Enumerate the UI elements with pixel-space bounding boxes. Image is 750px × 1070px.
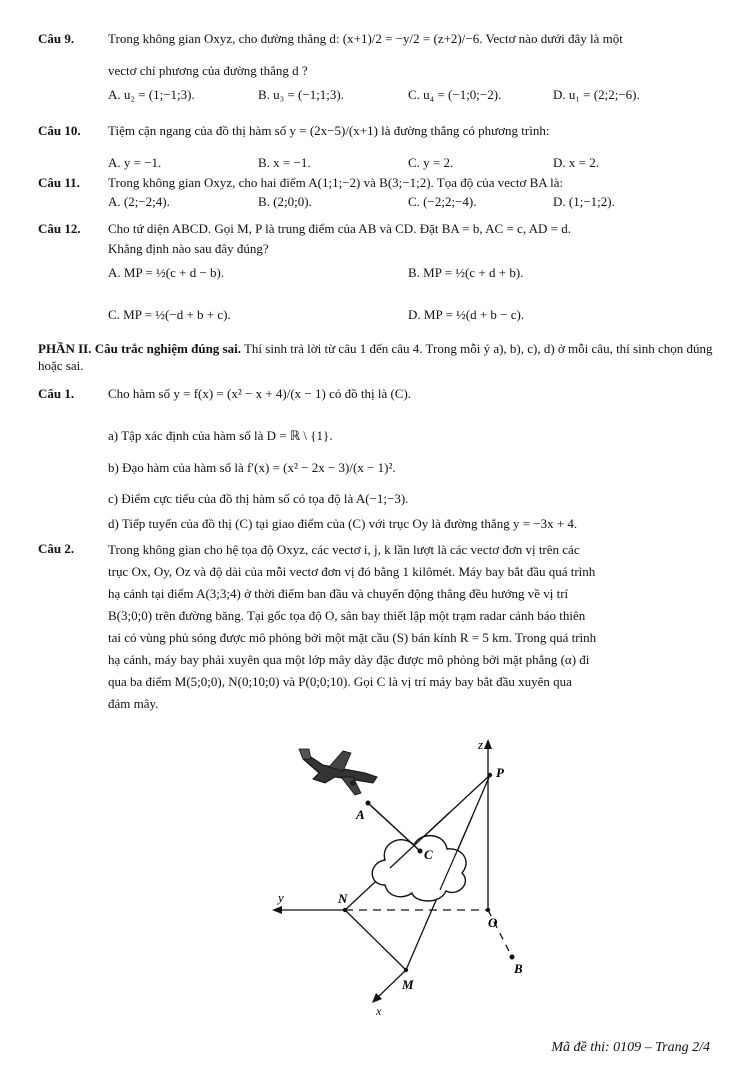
point-N [343, 908, 347, 912]
option-d: D. x = 2. [553, 155, 599, 170]
question-number: Câu 9. [38, 31, 75, 46]
options-q11 [108, 194, 708, 212]
point-C [418, 849, 423, 854]
text-line: đám mây. [108, 696, 159, 711]
question-text: Trong không gian Oxyz, cho hai điểm A(1;1;−2) và B(3;−1;2). Tọa độ của vectơ BA là: [108, 175, 564, 190]
option-b: B. u₃ = (−1;1;3). [258, 87, 344, 102]
point-M [404, 968, 408, 972]
question-10 [38, 122, 718, 152]
options-q10 [108, 155, 708, 173]
label-P: P [496, 765, 504, 780]
text-line: Trong không gian cho hệ tọa độ Oxyz, các vectơ i, j, k lần lượt là các vectơ đơn vị trên các [108, 542, 580, 557]
option-d: D. u₁ = (2;2;−6). [553, 87, 640, 102]
option-b: B. (2;0;0). [258, 194, 312, 209]
point-B [510, 955, 515, 960]
label-x: x [376, 1004, 382, 1015]
cloud-icon [372, 836, 466, 901]
question-number: Câu 12. [38, 221, 81, 236]
page-footer: Mã đề thi: 0109 – Trang 2/4 [551, 1040, 710, 1055]
label-y: y [278, 890, 284, 905]
airplane-icon [299, 749, 377, 795]
question-text: Cho hàm số y = f(x) = (x² − x + 4)/(x − 1) có đồ thị là (C). [108, 386, 412, 401]
question-c1 [38, 385, 718, 405]
option-b: B. MP = ½(c + d + b). [408, 265, 524, 280]
option-a: A. MP = ½(c + d − b). [108, 265, 225, 280]
options-q12-row1 [108, 265, 708, 283]
coordinate-figure [250, 735, 550, 1015]
label-z: z [478, 737, 484, 752]
text-line: hạ cánh tại điểm A(3;3;4) ở thời điểm ban đầu và chuyển động thẳng đều hướng về vị trí [108, 586, 569, 601]
y-arrow-icon [272, 906, 282, 914]
question-11 [38, 174, 718, 194]
question-text: Cho tứ diện ABCD. Gọi M, P là trung điểm của AB và CD. Đặt BA = b, AC = c, AD = d. [108, 221, 571, 236]
z-arrow-icon [484, 739, 492, 749]
text-line: tai có vùng phủ sóng được mô phỏng bởi một mặt cầu (S) bán kính R = 5 km. Trong quá trình [108, 630, 597, 645]
part-2-instructions [38, 340, 718, 374]
part-2-heading: PHẦN II. Câu trắc nghiệm đúng sai. [38, 341, 241, 356]
point-P [488, 773, 492, 777]
item-a: a) Tập xác định của hàm số là D = ℝ \ {1}. [108, 428, 333, 443]
label-B: B [514, 961, 523, 976]
text-line: trục Ox, Oy, Oz và độ dài của mỗi vectơ đơn vị đó bằng 1 kilômét. Máy bay bắt đầu quá trình [108, 564, 596, 579]
question-text: Tiệm cận ngang của đồ thị hàm số y = (2x−5)/(x+1) là đường thẳng có phương trình: [108, 123, 550, 138]
label-N: N [338, 891, 348, 906]
part-2-text: Thí sinh trả lời từ câu 1 đến câu 4. Trong mỗi ý a), b), c), d) ở mỗi câu, thí sinh chọn đúng hoặc sai. [38, 341, 713, 373]
option-a: A. y = −1. [108, 155, 162, 170]
options-q12-row2 [108, 307, 708, 325]
options-q9 [108, 87, 708, 105]
option-c: C. (−2;2;−4). [408, 194, 477, 209]
question-text-2: vectơ chỉ phương của đường thẳng d ? [108, 63, 308, 78]
option-c: C. u₄ = (−1;0;−2). [408, 87, 502, 102]
question-number: Câu 10. [38, 123, 81, 138]
text-line: qua ba điểm M(5;0;0), N(0;10;0) và P(0;0;10). Gọi C là vị trí máy bay bắt đầu xuyên qua [108, 674, 572, 689]
option-d: D. MP = ½(d + b − c). [408, 307, 525, 322]
option-d: D. (1;−1;2). [553, 194, 615, 209]
question-number: Câu 11. [38, 175, 80, 190]
option-a: A. u₂ = (1;−1;3). [108, 87, 195, 102]
question-text-2: Khẳng định nào sau đây đúng? [108, 241, 269, 256]
option-a: A. (2;−2;4). [108, 194, 170, 209]
item-d: d) Tiếp tuyến của đồ thị (C) tại giao điểm của (C) với trục Oy là đường thẳng y = −3x + 4. [108, 516, 578, 531]
question-number: Câu 2. [38, 541, 75, 556]
label-O: O [488, 915, 498, 930]
segment-NM [345, 910, 406, 970]
option-c: C. y = 2. [408, 155, 454, 170]
item-b: b) Đạo hàm của hàm số là f′(x) = (x² − 2x − 3)/(x − 1)². [108, 460, 396, 475]
question-text: Trong không gian Oxyz, cho đường thẳng d: (x+1)/2 = −y/2 = (z+2)/−6. Vectơ nào dưới đây là một [108, 31, 623, 46]
item-c: c) Điểm cực tiểu của đồ thị hàm số có tọa độ là A(−1;−3). [108, 491, 409, 506]
question-c2-text [108, 540, 708, 713]
text-line: B(3;0;0) trên đường băng. Tại gốc tọa độ O, sân bay thiết lập một trạm radar cảnh báo thiên [108, 608, 586, 623]
label-M: M [402, 977, 414, 992]
text-line: hạ cánh, máy bay phải xuyên qua một lớp mây dày đặc được mô phỏng bởi mặt phẳng (α) đi [108, 652, 590, 667]
question-12 [38, 220, 718, 260]
question-number: Câu 1. [38, 386, 75, 401]
point-O [486, 908, 490, 912]
option-c: C. MP = ½(−d + b + c). [108, 307, 231, 322]
label-A: A [356, 807, 365, 822]
point-A [366, 801, 371, 806]
option-b: B. x = −1. [258, 155, 311, 170]
label-C: C [424, 847, 433, 862]
